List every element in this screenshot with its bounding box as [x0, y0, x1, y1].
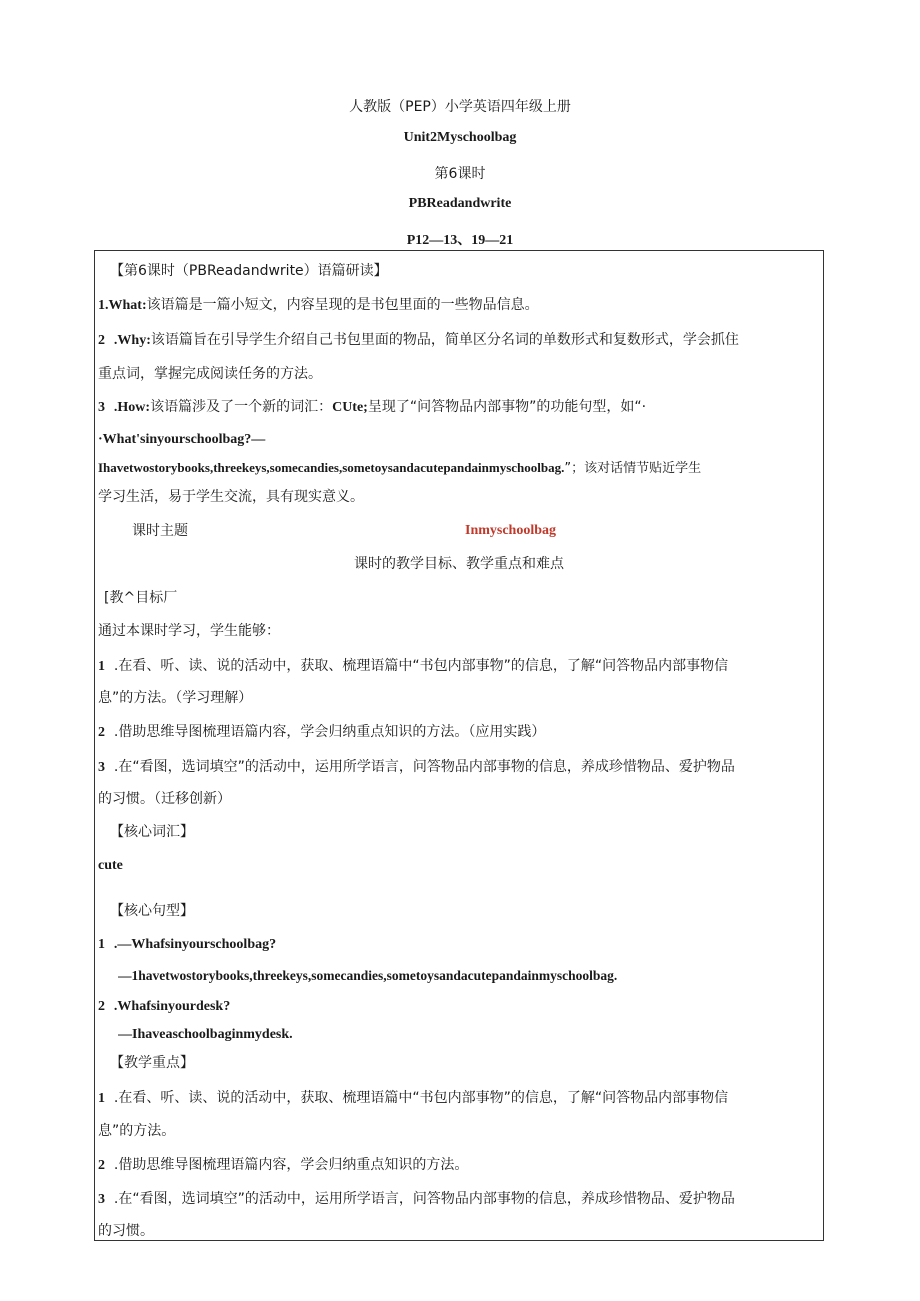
goals-intro: 通过本课时学习，学生能够： — [98, 623, 280, 639]
analysis-why — [98, 330, 820, 351]
sentence-item-2 — [98, 996, 820, 1017]
how-text-3: ”；该对话情节贴近学生 — [564, 461, 702, 476]
what-text: 该语篇是一篇小短文，内容呈现的是书包里面的一些物品信息。 — [146, 297, 539, 313]
what-label: 1.What: — [98, 298, 147, 313]
how-label: .How: — [113, 400, 151, 415]
target-label: [教^目标厂 — [104, 590, 178, 606]
keypoint-text: .借助思维导图梳理语篇内容，学会归纳重点知识的方法。 — [113, 1157, 469, 1173]
vocab-heading: 【核心词汇】 — [110, 824, 194, 840]
how-example-question: ·What'sinyourschoolbag?— — [98, 432, 266, 447]
keypoint-item-1-cont: 息”的方法。 — [98, 1123, 176, 1139]
why-label: .Why: — [113, 333, 151, 348]
keypoint-num: 1 — [98, 1091, 105, 1106]
keypoint-item-1 — [98, 1088, 820, 1109]
how-text-2: 呈现了“问答物品内部事物”的功能句型，如“· — [367, 399, 647, 415]
document-title: 人教版（PEP）小学英语四年级上册 — [349, 99, 571, 115]
goal-item-1-cont: 息”的方法。（学习理解） — [98, 690, 253, 706]
goal-num: 3 — [98, 760, 105, 775]
goal-text: .在看、听、读、说的活动中，获取、梳理语篇中“书包内部事物”的信息，了解“问答物品内部事物信 — [113, 658, 729, 674]
section-title: PBReadandwrite — [408, 196, 512, 211]
keypoint-text: .在“看图，选词填空”的活动中，运用所学语言，问答物品内部事物的信息，养成珍惜物品、爱护物品 — [113, 1191, 735, 1207]
keypoint-item-2 — [98, 1155, 820, 1176]
sentences-heading: 【核心句型】 — [110, 903, 194, 919]
sentence-answer-2: —Ihaveaschoolbaginmydesk. — [118, 1027, 293, 1042]
theme-value: Inmyschoolbag — [465, 523, 557, 538]
keypoint-item-3-cont: 的习惯。 — [98, 1223, 154, 1239]
sentence-item-1 — [98, 934, 820, 955]
sentence-answer-1: —1havetwostorybooks,threekeys,somecandies,sometoysandacutepandainmyschoolbag. — [118, 968, 618, 983]
keypoint-text: .在看、听、读、说的活动中，获取、梳理语篇中“书包内部事物”的信息，了解“问答物品内部事物信 — [113, 1090, 729, 1106]
sentence-question: .—Whafsinyourschoolbag? — [113, 937, 277, 952]
goal-item-1 — [98, 656, 820, 677]
how-text-4: 学习生活，易于学生交流，具有现实意义。 — [98, 489, 364, 505]
how-example-answer: Ihavetwostorybooks,threekeys,somecandies,sometoysandacutepandainmyschoolbag. — [98, 460, 565, 475]
sentence-num: 2 — [98, 999, 105, 1014]
analysis-how — [98, 397, 820, 418]
analysis-heading: 【第6课时（PBReadandwrite）语篇研读】 — [110, 263, 388, 279]
goal-text: .在“看图，选词填空”的活动中，运用所学语言，问答物品内部事物的信息，养成珍惜物品、爱护物品 — [113, 759, 735, 775]
keypoint-item-3 — [98, 1189, 820, 1210]
keypoint-num: 2 — [98, 1158, 105, 1173]
vocab-word: cute — [98, 858, 123, 873]
how-num: 3 — [98, 400, 105, 415]
unit-title: Unit2Myschoolbag — [403, 130, 517, 145]
goal-item-3-cont: 的习惯。（迁移创新） — [98, 791, 231, 807]
goals-heading: 课时的教学目标、教学重点和难点 — [354, 556, 564, 572]
theme-label: 课时主题 — [132, 523, 188, 539]
lesson-number: 第6课时 — [434, 166, 486, 182]
how-text-1: 该语篇涉及了一个新的词汇： — [150, 399, 333, 415]
how-word: CUte; — [332, 400, 368, 415]
analysis-what — [98, 295, 820, 316]
page-range: P12—13、19—21 — [406, 233, 514, 248]
sentence-num: 1 — [98, 937, 105, 952]
goal-text: .借助思维导图梳理语篇内容，学会归纳重点知识的方法。（应用实践） — [113, 724, 546, 740]
how-example-answer-line — [98, 458, 820, 479]
goal-num: 1 — [98, 659, 105, 674]
goal-num: 2 — [98, 725, 105, 740]
goal-item-2 — [98, 722, 820, 743]
goal-item-3 — [98, 757, 820, 778]
why-text-2: 重点词，掌握完成阅读任务的方法。 — [98, 366, 322, 382]
why-num: 2 — [98, 333, 105, 348]
why-text-1: 该语篇旨在引导学生介绍自己书包里面的物品，简单区分名词的单数形式和复数形式，学会抓住 — [150, 332, 739, 348]
keypoint-num: 3 — [98, 1192, 105, 1207]
keypoints-heading: 【教学重点】 — [110, 1055, 194, 1071]
sentence-question: .Whafsinyourdesk? — [113, 999, 231, 1014]
